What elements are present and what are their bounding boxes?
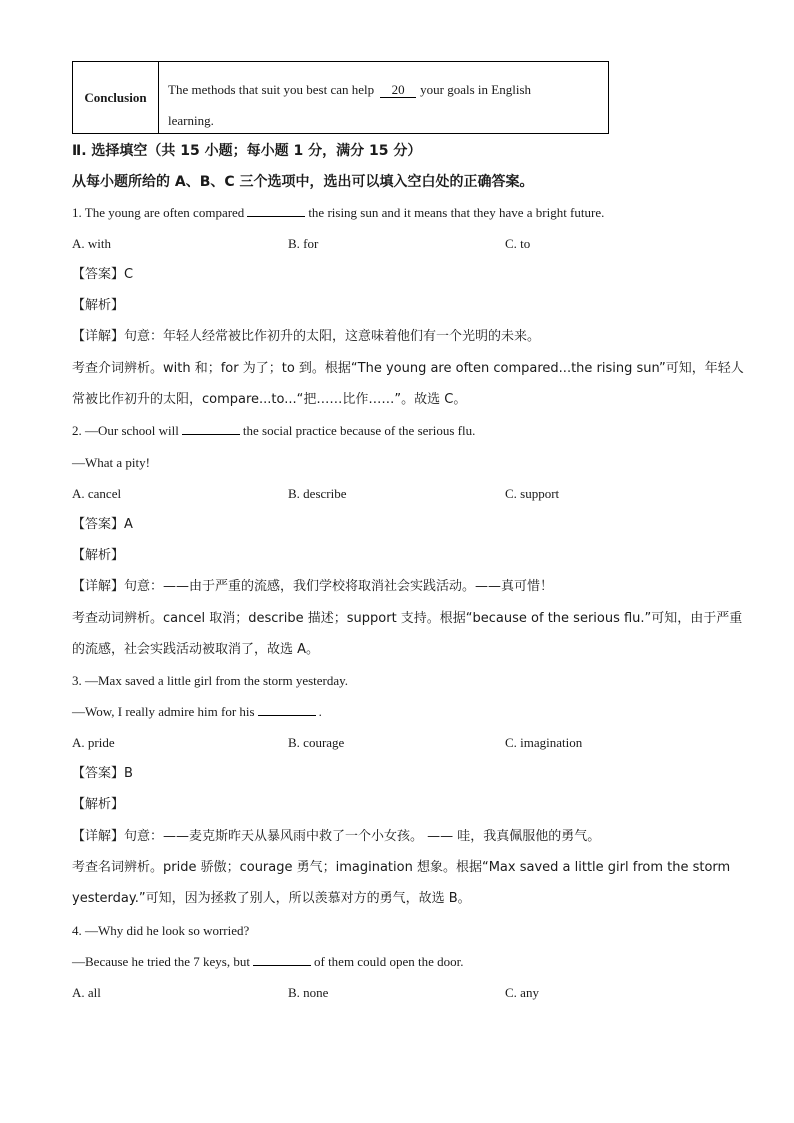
conclusion-text-line2: learning. bbox=[168, 113, 214, 128]
question-3-answer: 【答案】B bbox=[72, 766, 133, 781]
question-2-reply: —What a pity! bbox=[72, 455, 150, 470]
question-3-blank bbox=[258, 703, 316, 716]
question-2-blank bbox=[182, 422, 240, 435]
question-3-detail: 【详解】句意：——麦克斯昨天从暴风雨中救了一个小女孩。 —— 哇，我真佩服他的勇气。 bbox=[72, 829, 601, 844]
question-4-option-a: A. all bbox=[72, 985, 101, 1000]
conclusion-text-before: The methods that suit you best can help bbox=[168, 82, 375, 97]
question-3-option-a: A. pride bbox=[72, 735, 115, 750]
question-2-explain-2: 的流感，社会实践活动被取消了，故选 A。 bbox=[72, 642, 320, 657]
question-4-option-c: C. any bbox=[505, 985, 539, 1000]
conclusion-body bbox=[159, 62, 608, 133]
question-2-stem-before: 2. —Our school will bbox=[72, 423, 179, 438]
question-3-explain-2: yesterday.”可知，因为拯救了别人，所以羡慕对方的勇气，故选 B。 bbox=[72, 891, 471, 906]
question-4-reply-after: of them could open the door. bbox=[313, 954, 464, 969]
question-2-option-c: C. support bbox=[505, 486, 560, 501]
question-1-explain-1: 考查介词辨析。with 和；for 为了；to 到。根据“The young are often compared...the rising sun”可知，年轻人 bbox=[72, 361, 744, 376]
question-3-option-b: B. courage bbox=[288, 735, 345, 750]
question-1-option-b: B. for bbox=[288, 236, 319, 251]
question-3-stem: 3. —Max saved a little girl from the storm yesterday. bbox=[72, 673, 349, 688]
question-1-blank bbox=[247, 204, 305, 217]
question-2-option-b: B. describe bbox=[288, 486, 347, 501]
question-4-reply bbox=[72, 953, 463, 971]
question-4-blank bbox=[253, 953, 311, 966]
question-3-reply-before: —Wow, I really admire him for his bbox=[72, 704, 255, 719]
question-1-option-c: C. to bbox=[505, 236, 531, 251]
section-instruction: 从每小题所给的 A、B、C 三个选项中，选出可以填入空白处的正确答案。 bbox=[72, 174, 534, 190]
question-2-stem bbox=[72, 422, 475, 440]
section-title: Ⅱ. 选择填空（共 15 小题；每小题 1 分，满分 15 分） bbox=[72, 143, 422, 159]
question-1-stem-after: the rising sun and it means that they have a bright future. bbox=[308, 205, 605, 220]
question-1-explain-2: 常被比作初升的太阳，compare...to...“把……比作……”。故选 C。 bbox=[72, 392, 467, 407]
question-4-reply-before: —Because he tried the 7 keys, but bbox=[72, 954, 250, 969]
question-3-option-c: C. imagination bbox=[505, 735, 583, 750]
question-1-stem-before: 1. The young are often compared bbox=[72, 205, 245, 220]
question-3-analysis-label: 【解析】 bbox=[72, 797, 125, 812]
question-2-option-a: A. cancel bbox=[72, 486, 122, 501]
question-4-stem: 4. —Why did he look so worried? bbox=[72, 923, 250, 938]
question-1-detail: 【详解】句意：年轻人经常被比作初升的太阳，这意味着他们有一个光明的未来。 bbox=[72, 329, 541, 344]
conclusion-blank-20: 20 bbox=[380, 83, 416, 98]
question-2-analysis-label: 【解析】 bbox=[72, 548, 125, 563]
conclusion-text-after: your goals in English bbox=[420, 82, 532, 97]
question-3-reply bbox=[72, 703, 322, 721]
question-2-answer: 【答案】A bbox=[72, 517, 133, 532]
question-1-option-a: A. with bbox=[72, 236, 111, 251]
question-4-option-b: B. none bbox=[288, 985, 329, 1000]
question-2-detail: 【详解】句意：——由于严重的流感，我们学校将取消社会实践活动。——真可惜！ bbox=[72, 579, 554, 594]
question-3-reply-after: . bbox=[318, 704, 322, 719]
question-1-answer: 【答案】C bbox=[72, 267, 134, 282]
question-1-stem bbox=[72, 204, 604, 222]
question-2-stem-after: the social practice because of the serious flu. bbox=[242, 423, 476, 438]
conclusion-table bbox=[72, 61, 609, 134]
conclusion-header: Conclusion bbox=[73, 62, 159, 133]
question-3-explain-1: 考查名词辨析。pride 骄傲；courage 勇气；imagination 想象。根据“Max saved a little girl from the storm bbox=[72, 860, 731, 875]
question-2-explain-1: 考查动词辨析。cancel 取消；describe 描述；support 支持。根据“because of the serious flu.”可知，由于严重 bbox=[72, 611, 743, 626]
question-1-analysis-label: 【解析】 bbox=[72, 298, 125, 313]
